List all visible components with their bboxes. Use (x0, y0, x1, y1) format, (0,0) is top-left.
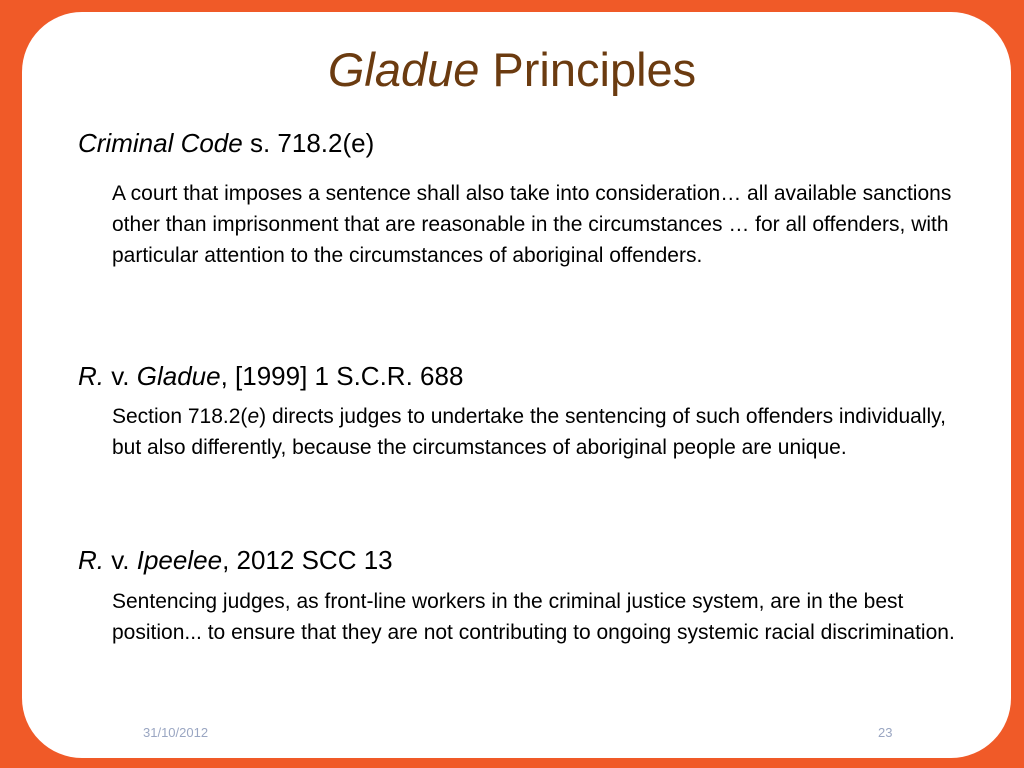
slide-title (0, 40, 1024, 100)
section-body-ipeelee: Sentencing judges, as front-line workers in the criminal justice system, are in the best position... to ensure that they are not contributing to ongoing systemic racial discrimination. (112, 590, 955, 644)
section-heading-ipeelee (78, 544, 393, 576)
heading-italic-r: R. (78, 545, 104, 575)
section-heading-gladue (78, 360, 463, 392)
heading-rest: s. 718.2(e) (242, 128, 375, 158)
heading-rest: , [1999] 1 S.C.R. 688 (220, 361, 464, 391)
heading-rest: , 2012 SCC 13 (222, 545, 393, 575)
body-post: ) directs judges to undertake the sentencing of such offenders individually, but also differently, because the circumstances of aboriginal people are unique. (112, 405, 946, 459)
heading-italic-case: Gladue (136, 361, 221, 391)
heading-mid: v. (104, 361, 137, 391)
footer-date: 31/10/2012 (143, 725, 209, 740)
heading-italic-case: Ipeelee (136, 545, 223, 575)
section-heading-criminal-code (78, 127, 374, 159)
section-body-criminal-code: A court that imposes a sentence shall also take into consideration… all available sanctions other than imprisonment that are reasonable in the circumstances … for all offenders, with particular attention to the circumstances of aboriginal offenders. (112, 182, 952, 267)
body-pre: Section 718.2( (112, 405, 248, 428)
heading-italic-r: R. (78, 361, 104, 391)
heading-italic: Criminal Code (78, 128, 243, 158)
body-italic: e (247, 405, 260, 428)
footer-page-number: 23 (878, 725, 893, 740)
heading-mid: v. (104, 545, 137, 575)
title-rest: Principles (479, 43, 697, 96)
section-body-gladue (112, 401, 962, 463)
title-italic: Gladue (327, 43, 480, 96)
